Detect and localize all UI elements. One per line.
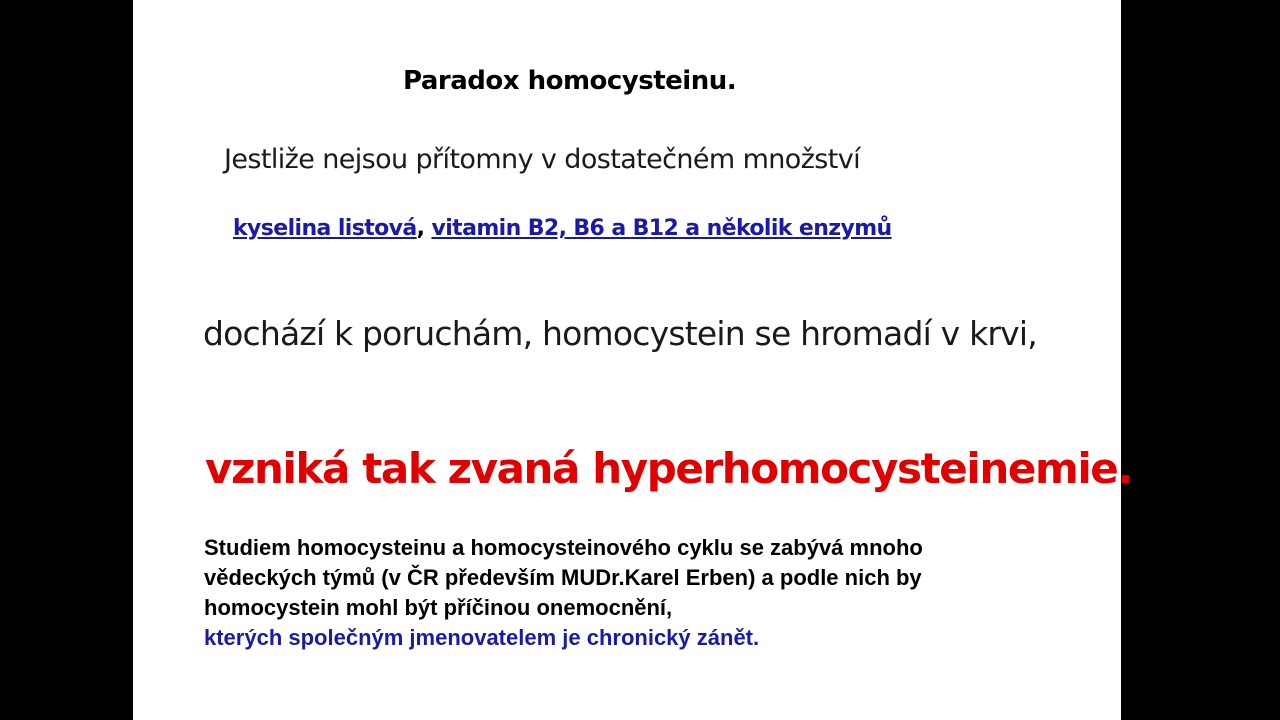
study-paragraph [204, 533, 1104, 653]
intro-text: Jestliže nejsou přítomny v dostatečném množství [224, 144, 861, 175]
folic-acid-link[interactable]: kyselina listová [233, 216, 417, 241]
study-line-3: homocystein mohl být příčinou onemocnění, [204, 595, 673, 620]
hyperhomocysteinemia-heading: vzniká tak zvaná hyperhomocysteinemie. [205, 444, 1132, 493]
vitamins-enzymes-link[interactable]: vitamin B2, B6 a B12 a několik enzymů [431, 216, 892, 241]
study-line-4: kterých společným jmenovatelem je chronický zánět. [204, 625, 760, 650]
consequence-text: dochází k poruchám, homocystein se hromadí v krvi, [203, 314, 1037, 353]
presentation-slide [133, 0, 1132, 720]
slide-title: Paradox homocysteinu. [403, 66, 737, 96]
study-line-1: Studiem homocysteinu a homocysteinového cyklu se zabývá mnoho [204, 535, 923, 560]
nutrient-links [233, 216, 892, 241]
link-separator: , [416, 216, 425, 241]
study-line-2: vědeckých týmů (v ČR především MUDr.Karel Erben) a podle nich by [204, 565, 922, 590]
